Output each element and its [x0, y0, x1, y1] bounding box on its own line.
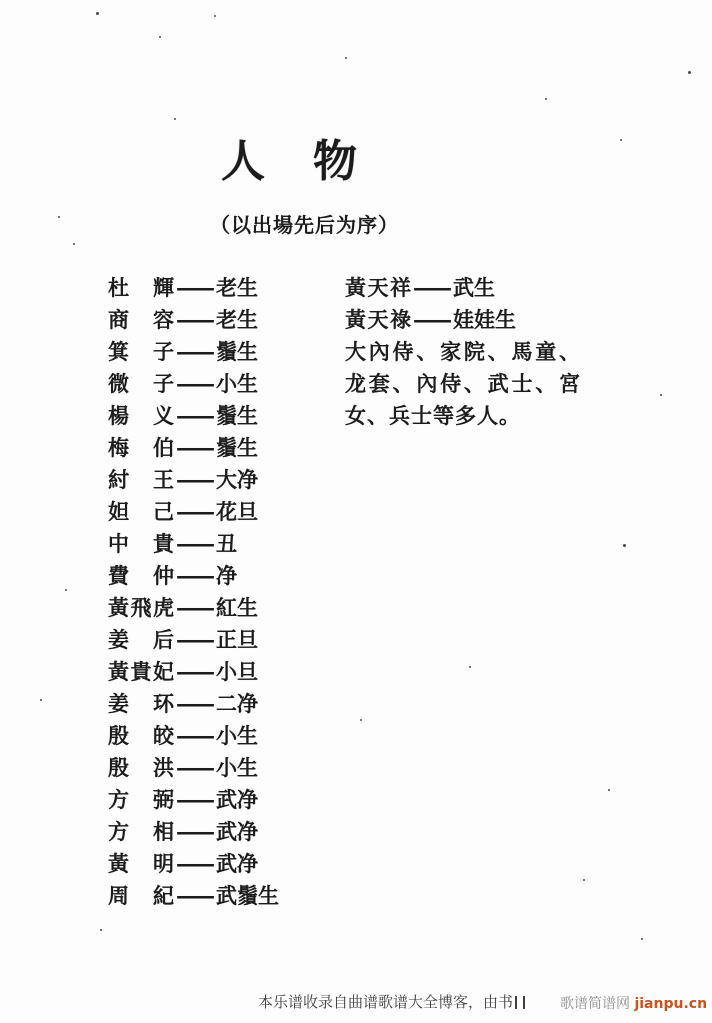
cast-list-right [345, 272, 580, 432]
character-name: 楊义 [108, 403, 174, 428]
character-name: 中貴 [108, 531, 174, 556]
scan-speckle [159, 36, 161, 38]
character-name: 黃明 [108, 851, 174, 876]
page-title: 人物 [221, 136, 405, 187]
site-name: 歌谱简谱网 [560, 996, 630, 1012]
cast-row [108, 368, 279, 400]
em-dash: —— [176, 403, 212, 428]
cast-row [108, 304, 279, 336]
scan-speckle [345, 57, 347, 59]
role-name: 小旦 [216, 659, 258, 684]
character-name: 妲己 [108, 499, 174, 524]
role-name: 老生 [216, 307, 258, 332]
cast-row [345, 272, 580, 304]
em-dash: —— [176, 627, 212, 652]
role-name: 老生 [216, 275, 258, 300]
role-name: 武净 [216, 851, 258, 876]
site-domain: jianpu.cn [634, 996, 708, 1012]
role-name: 小生 [216, 371, 258, 396]
character-name: 方弼 [108, 787, 174, 812]
em-dash: —— [176, 275, 212, 300]
em-dash: —— [176, 851, 212, 876]
cast-row [108, 816, 279, 848]
scan-speckle [620, 139, 622, 141]
watermark-source-text [258, 991, 525, 1012]
character-name: 姜后 [108, 627, 174, 652]
character-name: 微子 [108, 371, 174, 396]
extras-line: 龙套、內侍、武士、宮 [345, 371, 580, 396]
character-name: 梅伯 [108, 435, 174, 460]
role-name: 正旦 [216, 627, 258, 652]
em-dash: —— [176, 467, 212, 492]
cast-row [108, 560, 279, 592]
cast-row [108, 272, 279, 304]
page-subtitle: （以出場先后为序） [210, 213, 399, 237]
scan-speckle [214, 15, 216, 17]
cast-row [108, 880, 279, 912]
cast-row [108, 400, 279, 432]
character-name: 黃天祿 [345, 307, 411, 332]
cast-row [108, 464, 279, 496]
role-name: 武生 [453, 275, 495, 300]
role-name: 小生 [216, 723, 258, 748]
em-dash: —— [176, 531, 212, 556]
character-name: 姜环 [108, 691, 174, 716]
role-name: 花旦 [216, 499, 258, 524]
em-dash: —— [176, 787, 212, 812]
cast-row [345, 304, 580, 336]
cast-row [108, 752, 279, 784]
role-name: 鬚生 [216, 435, 258, 460]
scan-speckle [96, 12, 99, 15]
em-dash: —— [413, 307, 449, 332]
scan-speckle [360, 719, 362, 721]
cast-row [108, 592, 279, 624]
scan-speckle [40, 699, 42, 701]
em-dash: —— [176, 563, 212, 588]
character-name: 殷皎 [108, 723, 174, 748]
cast-row [108, 784, 279, 816]
role-name: 大净 [216, 467, 258, 492]
character-name: 殷洪 [108, 755, 174, 780]
scan-speckle [583, 879, 585, 881]
scan-speckle [100, 929, 102, 931]
em-dash: —— [176, 307, 212, 332]
scan-speckle [623, 544, 626, 547]
em-dash: —— [176, 435, 212, 460]
scan-speckle [545, 98, 547, 100]
cast-row [108, 496, 279, 528]
cast-row [108, 624, 279, 656]
cast-row [108, 720, 279, 752]
role-name: 武净 [216, 819, 258, 844]
cast-row [108, 432, 279, 464]
em-dash: —— [176, 883, 212, 908]
cast-row [108, 336, 279, 368]
role-name: 鬚生 [216, 339, 258, 364]
role-name: 鬚生 [216, 403, 258, 428]
character-name: 箕子 [108, 339, 174, 364]
em-dash: —— [176, 691, 212, 716]
cast-row [108, 848, 279, 880]
em-dash: —— [176, 723, 212, 748]
scan-speckle [469, 666, 471, 668]
cast-list-left [108, 272, 279, 912]
em-dash: —— [176, 659, 212, 684]
scan-speckle [641, 938, 643, 940]
scan-speckle [73, 243, 75, 245]
em-dash: —— [176, 755, 212, 780]
cast-row [108, 528, 279, 560]
em-dash: —— [176, 499, 212, 524]
role-name: 二净 [216, 691, 258, 716]
scan-speckle [65, 589, 67, 591]
role-name: 娃娃生 [453, 307, 516, 332]
watermark-site [560, 993, 707, 1013]
character-name: 周紀 [108, 883, 174, 908]
role-name: 紅生 [216, 595, 258, 620]
character-name: 紂王 [108, 467, 174, 492]
scan-speckle [688, 71, 691, 74]
character-name: 黃飛虎 [108, 595, 174, 620]
character-name: 黃天祥 [345, 275, 411, 300]
cast-row [108, 656, 279, 688]
em-dash: —— [176, 371, 212, 396]
watermark-source-label: 本乐谱收录自曲谱歌谱大全博客，由书 [258, 993, 514, 1011]
em-dash: —— [176, 595, 212, 620]
character-name: 方相 [108, 819, 174, 844]
role-name: 净 [216, 563, 237, 588]
cast-row [108, 688, 279, 720]
role-name: 武净 [216, 787, 258, 812]
scan-speckle [608, 789, 610, 791]
scan-speckle [660, 394, 662, 396]
extras-line: 大內侍、家院、馬童、 [345, 339, 580, 364]
em-dash: —— [413, 275, 449, 300]
character-name: 商容 [108, 307, 174, 332]
scan-speckle [58, 216, 60, 218]
scan-speckle [174, 118, 176, 120]
em-dash: —— [176, 339, 212, 364]
character-name: 黃貴妃 [108, 659, 174, 684]
em-dash: —— [176, 819, 212, 844]
role-name: 武鬚生 [216, 883, 279, 908]
clipped-partial-character [515, 996, 525, 1009]
role-name: 丑 [216, 531, 237, 556]
character-name: 杜輝 [108, 275, 174, 300]
extras-line: 女、兵士等多人。 [345, 403, 521, 428]
role-name: 小生 [216, 755, 258, 780]
character-name: 費仲 [108, 563, 174, 588]
